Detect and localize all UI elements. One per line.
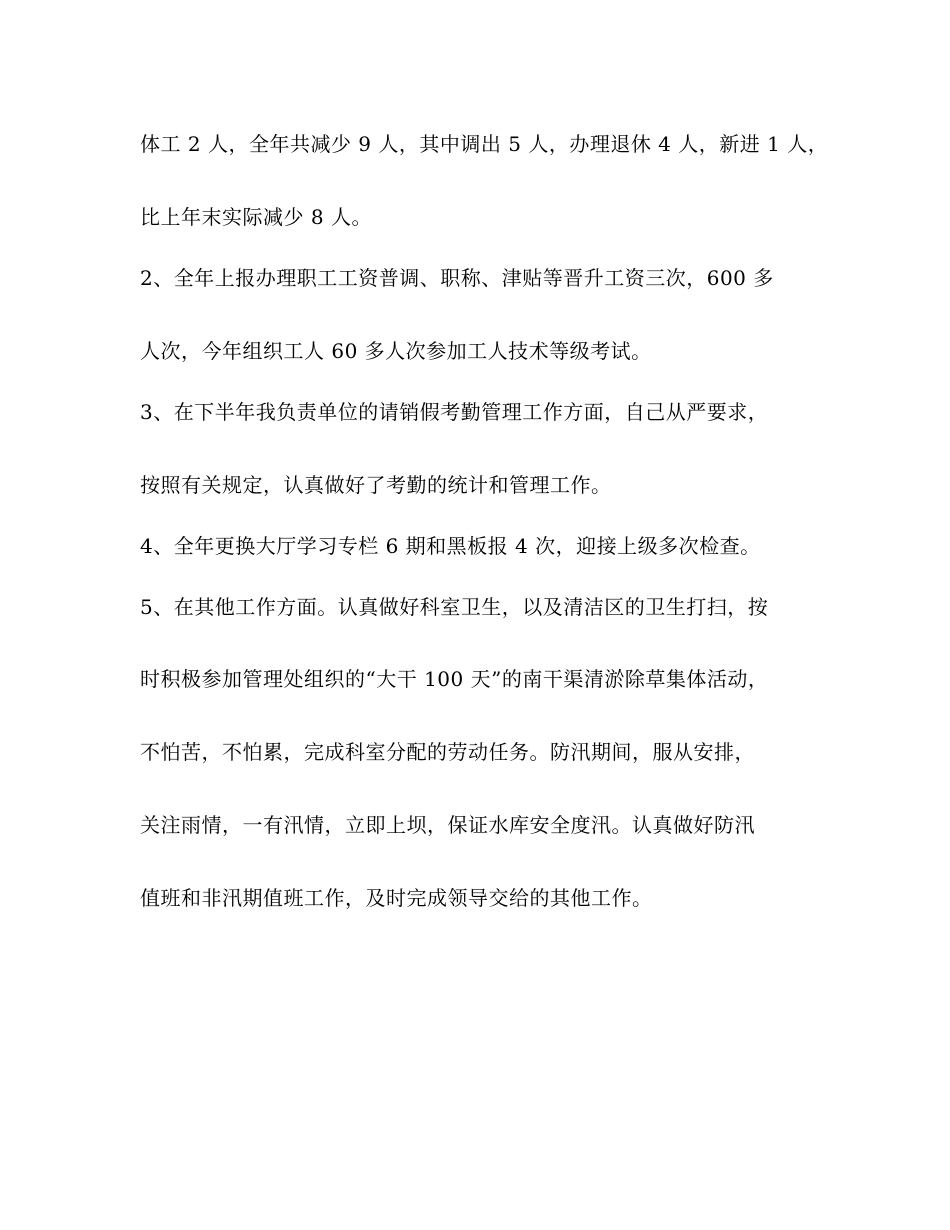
- text-line: 值班和非汛期值班工作，及时完成领导交给的其他工作。: [140, 886, 653, 910]
- text-line: 比上年末实际减少 8 人。: [140, 205, 372, 229]
- text-line: 不怕苦，不怕累，完成科室分配的劳动任务。防汛期间，服从安排，: [140, 740, 755, 764]
- text-line: 2、全年上报办理职工工资普调、职称、津贴等晋升工资三次，600 多: [140, 266, 774, 290]
- text-line: 关注雨情，一有汛情，立即上坝，保证水库安全度汛。认真做好防汛: [140, 813, 755, 837]
- text-line: 时积极参加管理处组织的“大干 100 天”的南干渠清淤除草集体活动，: [140, 667, 769, 691]
- text-line: 人次，今年组织工人 60 多人次参加工人技术等级考试。: [140, 339, 652, 363]
- text-line: 按照有关规定，认真做好了考勤的统计和管理工作。: [140, 473, 612, 497]
- text-line: 5、在其他工作方面。认真做好科室卫生，以及清洁区的卫生打扫，按: [140, 595, 769, 619]
- text-line: 3、在下半年我负责单位的请销假考勤管理工作方面，自己从严要求，: [140, 400, 769, 424]
- text-line: 4、全年更换大厅学习专栏 6 期和黑板报 4 次，迎接上级多次检查。: [140, 534, 761, 558]
- text-line: 体工 2 人，全年共减少 9 人，其中调出 5 人，办理退休 4 人，新进 1 人，: [140, 132, 829, 156]
